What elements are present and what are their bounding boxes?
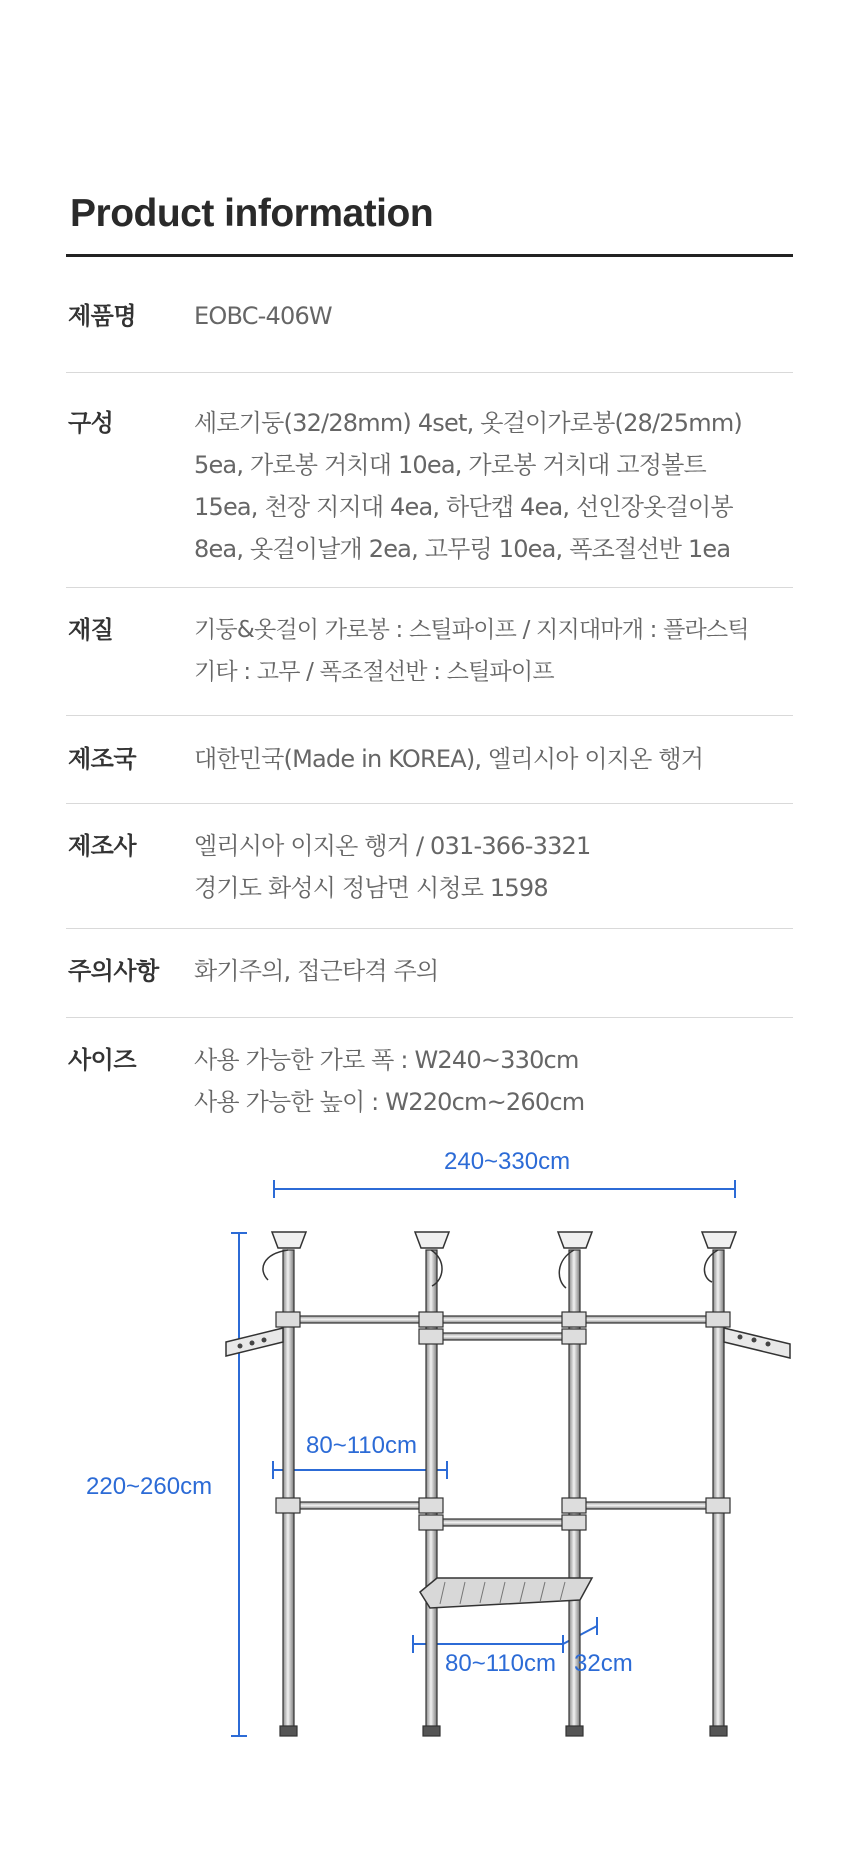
info-table xyxy=(66,257,793,1128)
value-line: 세로기둥(32/28mm) 4set, 옷걸이가로봉(28/25mm) xyxy=(194,409,742,437)
info-row-composition xyxy=(66,373,793,588)
row-label: 사이즈 xyxy=(68,1046,137,1074)
row-value xyxy=(194,1039,793,1128)
total-height-label: 220~260cm xyxy=(86,1473,213,1500)
row-value xyxy=(194,738,793,803)
page-title: Product information xyxy=(70,192,434,235)
hanger-rack-drawing xyxy=(0,1130,860,1770)
bay-width-label: 80~110cm xyxy=(306,1432,417,1459)
hanging-bars xyxy=(276,1312,730,1530)
info-row-product-name xyxy=(66,257,793,373)
value-line: 기타 : 고무 / 폭조절선반 : 스틸파이프 xyxy=(194,659,554,685)
row-label: 구성 xyxy=(68,409,114,437)
value-line: 대한민국(Made in KOREA), 엘리시아 이지온 행거 xyxy=(194,745,704,773)
info-row-country xyxy=(66,716,793,804)
value-line: 기둥&옷걸이 가로봉 : 스틸파이프 / 지지대마개 : 플라스틱 xyxy=(194,617,749,643)
row-label: 주의사항 xyxy=(68,957,159,985)
value-line: 5ea, 가로봉 거치대 10ea, 가로봉 거치대 고정볼트 xyxy=(194,451,706,479)
shelf-width-label: 80~110cm xyxy=(445,1650,556,1677)
value-line: 8ea, 옷걸이날개 2ea, 고무링 10ea, 폭조절선반 1ea xyxy=(194,535,731,563)
row-label: 재질 xyxy=(68,616,114,644)
value-line: 사용 가능한 가로 폭 : W240~330cm xyxy=(194,1046,579,1074)
info-row-size xyxy=(66,1018,793,1128)
value-line: 경기도 화성시 정남면 시청로 1598 xyxy=(194,874,548,902)
adjustable-shelf xyxy=(420,1578,592,1608)
row-value xyxy=(194,295,793,372)
total-width-label: 240~330cm xyxy=(444,1148,571,1175)
info-row-caution xyxy=(66,929,793,1018)
ceiling-supports xyxy=(263,1232,736,1288)
row-value xyxy=(194,825,793,928)
row-value xyxy=(194,950,793,1017)
value-line: 사용 가능한 높이 : W220cm~260cm xyxy=(194,1088,585,1116)
value-line: 화기주의, 접근타격 주의 xyxy=(194,957,439,985)
row-value xyxy=(194,402,793,587)
value-line: 엘리시아 이지온 행거 / 031-366-3321 xyxy=(194,832,591,860)
row-label: 제조사 xyxy=(68,832,137,860)
row-label: 제품명 xyxy=(68,302,137,330)
value-line: 15ea, 천장 지지대 4ea, 하단캡 4ea, 선인장옷걸이봉 xyxy=(194,493,733,521)
row-label: 제조국 xyxy=(68,745,137,773)
shelf-depth-label: 32cm xyxy=(574,1650,633,1677)
info-row-material xyxy=(66,588,793,716)
hanger-size-diagram xyxy=(0,1130,860,1770)
info-row-manufacturer xyxy=(66,804,793,929)
row-value xyxy=(194,609,793,715)
value-line: EOBC-406W xyxy=(194,302,332,330)
